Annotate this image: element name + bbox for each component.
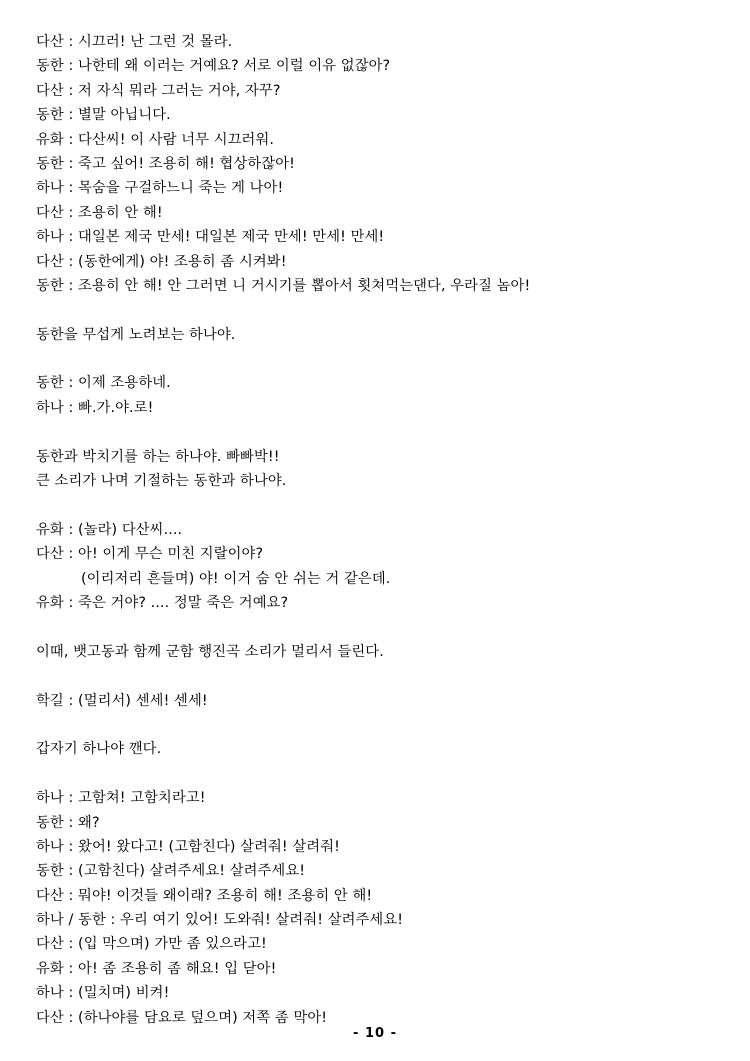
script-line: 하나 : (밀치며) 비켜!	[36, 985, 170, 1002]
script-line: 하나 : 왔어! 왔다고! (고함친다) 살려줘! 살려줘!	[36, 838, 340, 855]
script-line: 유화 : 다산씨! 이 사람 너무 시끄러워.	[36, 131, 275, 148]
script-line: 동한 : (고함친다) 살려주세요! 살려주세요!	[36, 863, 306, 880]
blank-line	[36, 347, 726, 371]
script-line: 하나 : 빠.가.야.로!	[36, 399, 154, 416]
script-line-continuation: (이리저리 흔들며) 야! 이거 숨 안 쉬는 거 같은데.	[81, 570, 391, 587]
script-line: 동한 : 왜?	[36, 814, 100, 831]
script-line: 동한 : 나한테 왜 이러는 거예요? 서로 이럴 이유 없잖아?	[36, 58, 391, 75]
script-line: 하나 : 대일본 제국 만세! 대일본 제국 만세! 만세! 만세!	[36, 229, 385, 246]
blank-line	[36, 664, 726, 688]
blank-line	[36, 615, 726, 639]
script-line: 유화 : (놀라) 다산씨....	[36, 521, 183, 538]
script-body	[36, 30, 726, 1030]
blank-line	[36, 762, 726, 786]
blank-line	[36, 420, 726, 444]
script-line: 이때, 뱃고동과 함께 군함 행진곡 소리가 멀리서 들린다.	[36, 643, 384, 660]
script-line: 동한을 무섭게 노려보는 하나야.	[36, 326, 236, 343]
blank-line	[36, 298, 726, 322]
script-line: 큰 소리가 나며 기절하는 동한과 하나야.	[36, 473, 287, 490]
script-line: 하나 : 목숨을 구걸하느니 죽는 게 나아!	[36, 180, 284, 197]
script-line: 동한 : 별말 아닙니다.	[36, 107, 171, 124]
script-line: 다산 : (하나야를 담요로 덮으며) 저쪽 좀 막아!	[36, 1009, 328, 1026]
script-line: 갑자기 하나야 깬다.	[36, 741, 162, 758]
script-line: 다산 : (동한에게) 야! 조용히 좀 시켜봐!	[36, 253, 287, 270]
blank-line	[36, 713, 726, 737]
script-line: 동한 : 이제 조용하네.	[36, 375, 171, 392]
script-line: 동한 : 죽고 싶어! 조용히 해! 협상하잖아!	[36, 155, 295, 172]
blank-line	[36, 493, 726, 517]
script-line: 다산 : 뭐야! 이것들 왜이래? 조용히 해! 조용히 안 해!	[36, 887, 373, 904]
script-line: 동한 : 조용히 안 해! 안 그러면 니 거시기를 뽑아서 횟쳐먹는댄다, 우라질 놈아!	[36, 277, 531, 294]
script-line: 다산 : 저 자식 뭐라 그러는 거야, 자꾸?	[36, 82, 281, 99]
page-number: - 10 -	[353, 1026, 397, 1041]
script-line: 다산 : 조용히 안 해!	[36, 204, 163, 221]
script-line: 하나 : 고함쳐! 고함치라고!	[36, 790, 206, 807]
script-line: 동한과 박치기를 하는 하나야. 빠빠박!!	[36, 448, 280, 465]
script-line: 유화 : 죽은 거야? .... 정말 죽은 거예요?	[36, 594, 289, 611]
script-line: 다산 : 아! 이게 무슨 미친 지랄이야?	[36, 546, 264, 563]
script-line: 학길 : (멀리서) 센세! 센세!	[36, 692, 208, 709]
script-line: 하나 / 동한 : 우리 여기 있어! 도와줘! 살려줘! 살려주세요!	[36, 912, 404, 929]
script-line: 유화 : 아! 좀 조용히 좀 해요! 입 닫아!	[36, 960, 277, 977]
script-line: 다산 : 시끄러! 난 그런 것 몰라.	[36, 34, 233, 50]
script-line: 다산 : (입 막으며) 가만 좀 있으라고!	[36, 936, 267, 953]
